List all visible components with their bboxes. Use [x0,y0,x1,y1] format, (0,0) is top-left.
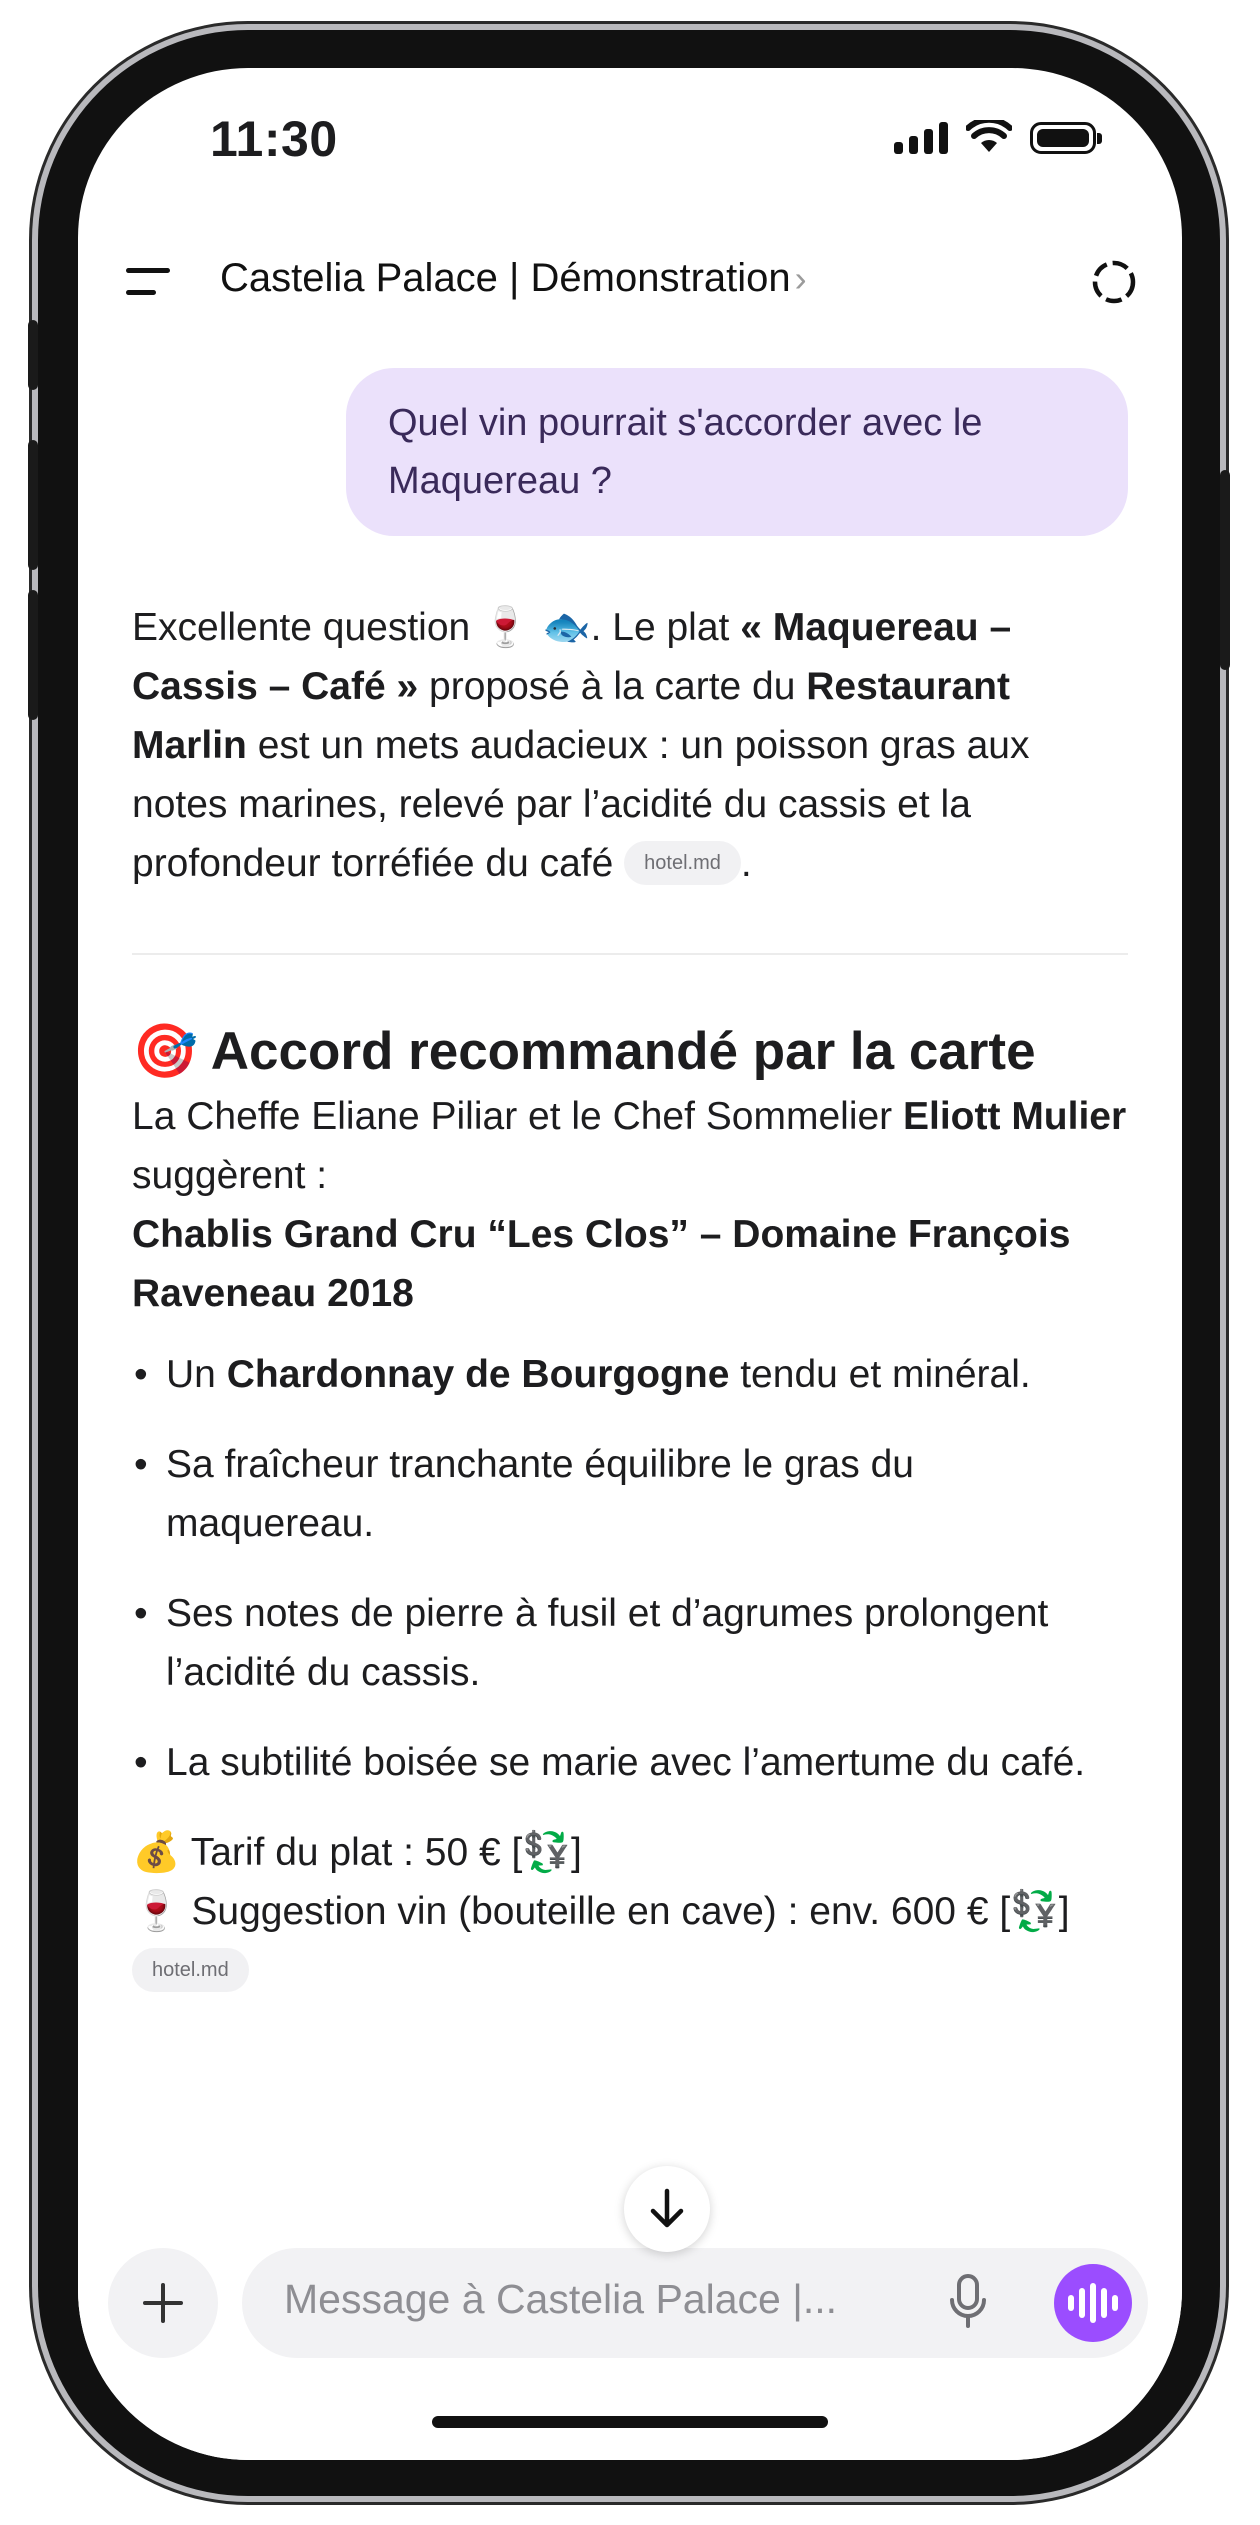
wine-fish-emoji: 🍷 🐟 [481,605,591,650]
wifi-icon [966,120,1012,154]
source-chip[interactable]: hotel.md [132,1948,249,1992]
target-emoji: 🎯 [132,1021,198,1082]
intro-text: . Le plat [590,606,741,649]
plus-icon [141,2281,185,2325]
section-heading [132,1017,1128,1087]
chat-title[interactable] [220,256,807,301]
battery-icon [1030,122,1096,154]
paragraph-text: La Cheffe Eliane Piliar et le Chef Sommelier [132,1095,903,1138]
list-item: • Ses notes de pierre à fusil et d’agrumes prolongent l’acidité du cassis. [132,1584,1128,1702]
status-icons [894,120,1096,154]
scroll-down-button[interactable] [624,2166,710,2252]
answer-intro [132,598,1128,893]
pairing-paragraph [132,1087,1128,1323]
dish-name: « Maquereau – Cassis – Café » [132,606,1012,708]
cellular-signal-icon [894,120,948,154]
status-bar [78,68,1182,218]
message-input[interactable] [242,2248,1148,2358]
user-message-bubble: Quel vin pourrait s'accorder avec le Maquereau ? [346,368,1128,536]
intro-text: est un mets audacieux : un poisson gras aux notes marines, relevé par l’acidité du cassis et la profondeur torréfiée du café [132,724,1030,885]
list-item [132,1345,1128,1404]
screen [78,68,1182,2460]
list-item: • Sa fraîcheur tranchante équilibre le gras du maquereau. [132,1435,1128,1553]
volume-down-button [28,590,38,720]
voice-wave-icon [1068,2295,1074,2311]
divider [132,953,1128,955]
menu-icon[interactable] [126,264,176,298]
voice-mode-button[interactable] [1054,2264,1132,2342]
intro-text: proposé à la carte du [418,665,807,708]
bullet-list [132,1345,1128,1792]
money-bag-emoji: 💰 [132,1830,181,1875]
wine-glass-emoji: 🍷 [132,1889,181,1934]
status-time: 11:30 [210,111,338,167]
wine-price-text: Suggestion vin (bouteille en cave) : env. 600 € [💱] [180,1890,1070,1933]
wine-name: Chablis Grand Cru “Les Clos” – Domaine François Raveneau 2018 [132,1213,1071,1315]
add-attachment-button[interactable] [108,2248,218,2358]
bullet-text: tendu et minéral. [729,1353,1031,1396]
list-item: • La subtilité boisée se marie avec l’amertume du café. [132,1733,1128,1792]
voice-wave-icon [1079,2288,1085,2318]
arrow-down-icon [647,2187,687,2231]
assistant-message [132,598,1128,2000]
action-button [28,320,38,390]
volume-up-button [28,440,38,570]
paragraph-text: suggèrent : [132,1154,328,1197]
chevron-right-icon: › [794,258,807,299]
sommelier-name: Eliott Mulier [903,1095,1127,1138]
voice-wave-icon [1112,2295,1118,2311]
price-lines [132,1823,1128,2000]
home-indicator[interactable] [432,2416,828,2428]
temporary-chat-icon[interactable] [1090,258,1138,306]
top-bar [78,238,1182,328]
voice-wave-icon [1101,2288,1107,2318]
bullet-text: Un [166,1353,227,1396]
message-placeholder: Message à Castelia Palace |... [284,2276,838,2322]
source-chip[interactable]: hotel.md [624,841,741,885]
chat-title-text: Castelia Palace | Démonstration [220,256,791,300]
restaurant-name: Restaurant Marlin [132,665,1010,767]
intro-text: Excellente question [132,606,482,649]
intro-text: . [740,842,752,885]
microphone-icon[interactable] [948,2272,988,2332]
price-text: Tarif du plat : 50 € [💱] [180,1831,582,1874]
section-title: Accord recommandé par la carte [210,1022,1036,1081]
voice-wave-icon [1090,2283,1096,2323]
bullet-bold: Chardonnay de Bourgogne [226,1353,730,1396]
power-button [1220,470,1230,670]
